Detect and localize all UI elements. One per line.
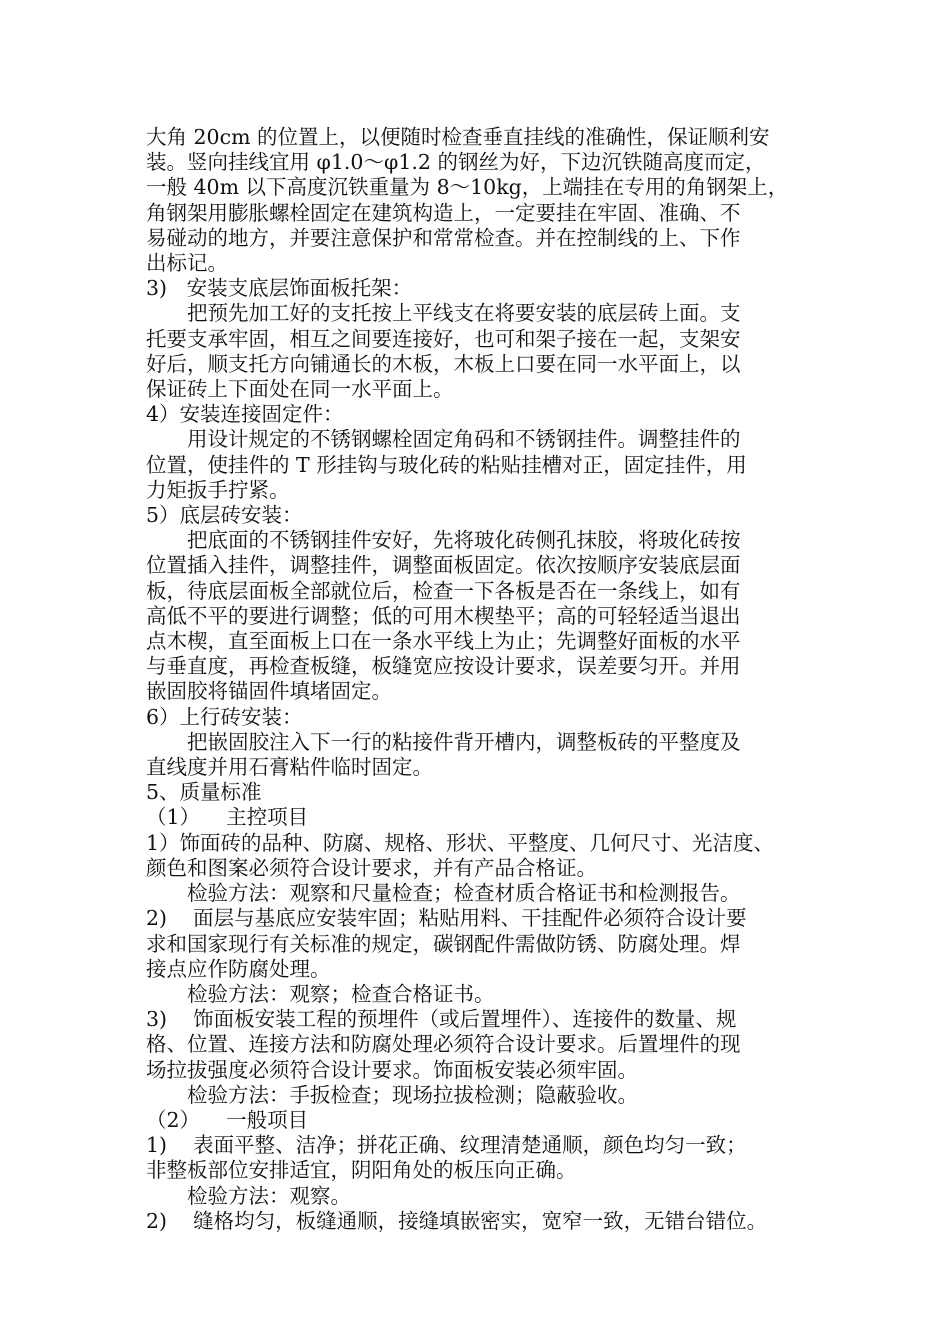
text-line: 板，待底层面板全部就位后，检查一下各板是否在一条线上，如有 xyxy=(146,578,741,603)
text-line: 3) 饰面板安装工程的预埋件（或后置埋件）、连接件的数量、规 xyxy=(146,1007,737,1032)
text-line: 检验方法：手扳检查；现场拉拔检测；隐蔽验收。 xyxy=(187,1082,638,1107)
text-line: 求和国家现行有关标准的规定，碳钢配件需做防锈、防腐处理。焊 xyxy=(146,931,741,956)
text-line: 5）底层砖安装： xyxy=(146,503,303,528)
text-line: 非整板部位安排适宜，阴阳角处的板压向正确。 xyxy=(146,1158,577,1183)
text-line: 好后，顺支托方向铺通长的木板，木板上口要在同一水平面上，以 xyxy=(146,351,741,376)
text-line: 5、质量标准 xyxy=(146,780,262,805)
text-line: 位置插入挂件，调整挂件，调整面板固定。依次按顺序安装底层面 xyxy=(146,553,741,578)
text-line: 1) 表面平整、洁净；拼花正确、纹理清楚通顺，颜色均匀一致； xyxy=(146,1133,747,1158)
text-line: 把嵌固胶注入下一行的粘接件背开槽内，调整板砖的平整度及 xyxy=(187,729,741,754)
text-line: 出标记。 xyxy=(146,251,228,276)
text-line: 一般 40m 以下高度沉铁重量为 8～10kg，上端挂在专用的角钢架上， xyxy=(146,175,789,200)
text-line: 角钢架用膨胀螺栓固定在建筑构造上，一定要挂在牢固、准确、不 xyxy=(146,200,741,225)
text-line: 大角 20cm 的位置上，以便随时检查垂直挂线的准确性，保证顺利安 xyxy=(146,125,770,149)
text-line: 位置，使挂件的 T 形挂钩与玻化砖的粘贴挂槽对正，固定挂件，用 xyxy=(146,452,747,477)
text-line: 把底面的不锈钢挂件安好，先将玻化砖侧孔抹胶，将玻化砖按 xyxy=(187,528,741,553)
text-line: （2） 一般项目 xyxy=(146,1107,309,1132)
text-line: 2) 面层与基底应安装牢固；粘贴用料、干挂配件必须符合设计要 xyxy=(146,906,747,931)
text-line: 把预先加工好的支托按上平线支在将要安装的底层砖上面。支 xyxy=(187,301,741,326)
text-line: 颜色和图案必须符合设计要求，并有产品合格证。 xyxy=(146,855,597,880)
text-line: 检验方法：观察；检查合格证书。 xyxy=(187,981,495,1006)
text-line: （1） 主控项目 xyxy=(146,805,309,830)
text-line: 2) 缝格均匀，板缝通顺，接缝填嵌密实，宽窄一致，无错台错位。 xyxy=(146,1208,768,1233)
text-line: 嵌固胶将锚固件填堵固定。 xyxy=(146,679,392,704)
text-line: 装。竖向挂线宜用 φ1.0～φ1.2 的钢丝为好，下边沉铁随高度而定， xyxy=(146,150,766,175)
text-line: 点木楔，直至面板上口在一条水平线上为止；先调整好面板的水平 xyxy=(146,629,741,654)
text-line: 与垂直度，再检查板缝，板缝宽应按设计要求，误差要匀开。并用 xyxy=(146,654,741,679)
text-line: 检验方法：观察。 xyxy=(187,1183,351,1208)
text-line: 格、位置、连接方法和防腐处理必须符合设计要求。后置埋件的现 xyxy=(146,1032,741,1057)
text-line: 保证砖上下面处在同一水平面上。 xyxy=(146,377,454,402)
text-line: 检验方法：观察和尺量检查；检查材质合格证书和检测报告。 xyxy=(187,881,741,906)
document-body xyxy=(146,125,836,1234)
text-line: 接点应作防腐处理。 xyxy=(146,956,331,981)
text-line: 1）饰面砖的品种、防腐、规格、形状、平整度、几何尺寸、光洁度、 xyxy=(146,830,775,855)
text-line: 6）上行砖安装： xyxy=(146,704,303,729)
text-line: 易碰动的地方，并要注意保护和常常检查。并在控制线的上、下作 xyxy=(146,225,741,250)
text-line: 用设计规定的不锈钢螺栓固定角码和不锈钢挂件。调整挂件的 xyxy=(187,427,741,452)
text-line: 3) 安装支底层饰面板托架： xyxy=(146,276,413,301)
text-line: 高低不平的要进行调整；低的可用木楔垫平；高的可轻轻适当退出 xyxy=(146,603,741,628)
text-line: 直线度并用石膏粘件临时固定。 xyxy=(146,755,433,780)
text-line: 场拉拔强度必须符合设计要求。饰面板安装必须牢固。 xyxy=(146,1057,638,1082)
text-line: 4）安装连接固定件： xyxy=(146,402,344,427)
text-line: 托要支承牢固，相互之间要连接好，也可和架子接在一起，支架安 xyxy=(146,326,741,351)
text-line: 力矩扳手拧紧。 xyxy=(146,477,290,502)
